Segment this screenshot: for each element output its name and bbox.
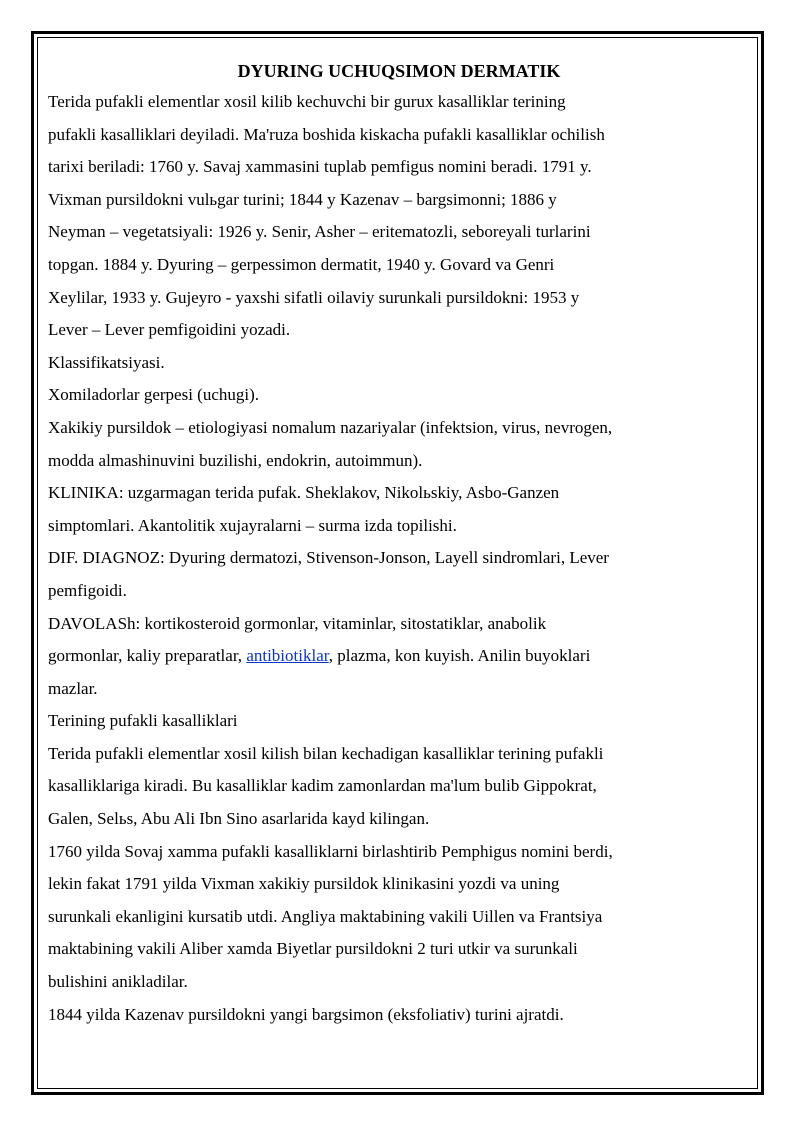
document-title: DYURING UCHUQSIMON DERMATIK <box>237 61 561 81</box>
text-line: kasalliklariga kiradi. Bu kasalliklar kadim zamonlardan ma'lum bulib Gippokrat, <box>48 776 597 796</box>
text-line: Terida pufakli elementlar xosil kilish bilan kechadigan kasalliklar terining pufakli <box>48 743 604 763</box>
pregnancy-herpes-paragraph <box>48 379 748 412</box>
text-line: Terida pufakli elementlar xosil kilib kechuvchi bir gurux kasalliklar terining <box>48 92 566 111</box>
history-1760-paragraph <box>48 836 748 999</box>
text-line: simptomlari. Akantolitik xujayralarni – surma izda topilishi. <box>48 515 457 535</box>
text-line: Terining pufakli kasalliklari <box>48 711 238 731</box>
text-line: Vixman pursildokni vulьgar turini; 1844 y Kazenav – bargsimonni; 1886 y <box>48 189 557 209</box>
text-line: DIF. DIAGNOZ: Dyuring dermatozi, Stivenson-Jonson, Layell sindromlari, Lever <box>48 548 609 568</box>
section-heading <box>48 705 748 738</box>
clinic-paragraph <box>48 477 748 542</box>
text-line: mazlar. <box>48 678 98 698</box>
text-line: KLINIKA: uzgarmagan terida pufak. Sheklakov, Nikolьskiy, Asbo-Ganzen <box>48 483 560 503</box>
text-line: pemfigoidi. <box>48 580 127 600</box>
antibiotics-link[interactable]: antibiotiklar <box>246 646 329 666</box>
text-line: lekin fakat 1791 yilda Vixman xakikiy pursildok klinikasini yozdi va uning <box>48 874 560 894</box>
text-line: Xeylilar, 1933 y. Gujeyro - yaxshi sifatli oilaviy surunkali pursildokni: 1953 y <box>48 287 580 307</box>
text-line: Lever – Lever pemfigoidini yozadi. <box>48 320 291 340</box>
document-body <box>48 56 748 1031</box>
text-line: Galen, Selьs, Abu Ali Ibn Sino asarlarida kayd kilingan. <box>48 809 430 829</box>
classification-heading <box>48 347 748 380</box>
text-line: tarixi beriladi: 1760 y. Savaj xammasini tuplab pemfigus nomini beradi. 1791 y. <box>48 157 592 177</box>
treatment-paragraph <box>48 608 748 706</box>
text-line: Neyman – vegetatsiyali: 1926 y. Senir, Asher – eritematozli, seboreyali turlarini <box>48 222 591 242</box>
text-line: DAVOLASh: kortikosteroid gormonlar, vitaminlar, sitostatiklar, anabolik <box>48 613 547 633</box>
text-line: bulishini anikladilar. <box>48 972 188 992</box>
text-line: Klassifikatsiyasi. <box>48 352 165 372</box>
text-line: , plazma, kon kuyish. Anilin buyoklari <box>328 646 591 666</box>
etiology-paragraph <box>48 412 748 477</box>
text-line: 1760 yilda Sovaj xamma pufakli kasalliklarni birlashtirib Pemphigus nomini berdi, <box>48 841 613 861</box>
text-line: maktabining vakili Aliber xamda Biyetlar pursildokni 2 turi utkir va surunkali <box>48 939 578 959</box>
history-1844-paragraph <box>48 999 748 1032</box>
text-line: modda almashinuvini buzilishi, endokrin, autoimmun). <box>48 450 423 470</box>
bullous-diseases-paragraph <box>48 738 748 836</box>
text-line: 1844 yilda Kazenav pursildokni yangi bargsimon (eksfoliativ) turini ajratdi. <box>48 1004 564 1024</box>
text-line: Xakikiy pursildok – etiologiyasi nomalum nazariyalar (infektsion, virus, nevrogen, <box>48 417 613 437</box>
text-line: topgan. 1884 y. Dyuring – gerpessimon dermatit, 1940 y. Govard va Genri <box>48 254 555 274</box>
history-paragraph <box>48 86 748 347</box>
text-line: Xomiladorlar gerpesi (uchugi). <box>48 385 260 405</box>
text-line: surunkali ekanligini kursatib utdi. Angliya maktabining vakili Uillen va Frantsiya <box>48 906 603 926</box>
text-line: gormonlar, kaliy preparatlar, <box>48 646 247 666</box>
text-line: pufakli kasalliklari deyiladi. Ma'ruza boshida kiskacha pufakli kasalliklar ochilish <box>48 124 605 144</box>
diff-diagnosis-paragraph <box>48 542 748 607</box>
